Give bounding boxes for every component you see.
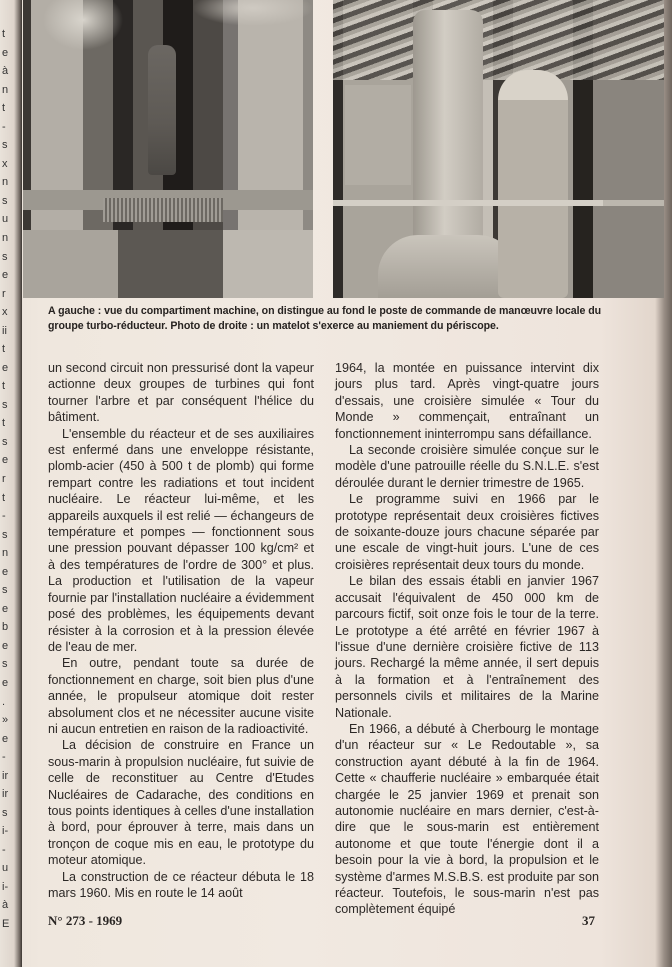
paragraph: En 1966, a débuté à Cherbourg le montage d'un réacteur sur « Le Redoutable », sa construction ayant débuté à la fin de 1964. Cette « chaufferie nucléaire » embarquée était chargée le 25 janvier 1969 et prenait son autonomie nucléaire en mars dernier, c'est-à-dire que le sous-marin est entièrement autonome et que toute l'énergie dont il a besoin pour la vie à bord, la propulsion et le système d'armes M.S.B.S. est produite par son réacteur. Toutefois, le sous-marin n'est pas complètement équipé [335, 721, 599, 917]
photo-person-figure [148, 45, 176, 175]
facing-page-character: b [2, 621, 9, 634]
facing-page-character: i- [2, 825, 9, 838]
facing-page-character: e [2, 361, 9, 374]
photo-equipment-box [345, 85, 411, 185]
photo-caption: A gauche : vue du compartiment machine, on distingue au fond le poste de commande de manœuvre locale du groupe turbo-réducteur. Photo de droite : un matelot s'exerce au maniement du périscope. [48, 305, 602, 332]
facing-page-character: r [2, 473, 6, 485]
facing-page-character: s [2, 194, 8, 207]
paragraph: L'ensemble du réacteur et de ses auxiliaires est enfermé dans une enveloppe résistante, plomb-acier (450 à 500 t de plomb) qui forme rempart contre les radiations et tout incident nucléaire. Le réacteur lui-même, et les appareils auxquels il est relié — échangeurs de température et pompes — fonctionnent sous une pression pouvant dépasser 100 kg/cm² et à des températures de l'ordre de 300° et plus. La production et l'utilisation de la vapeur fournie par l'installation nucléaire a évidemment posé des problèmes, les équipements devant résister à la corrosion et à la pression élevée de l'eau de mer. [48, 426, 314, 654]
facing-page-character: ii [2, 324, 7, 337]
issue-number: N° 273 - 1969 [48, 913, 123, 928]
paragraph: La construction de ce réacteur débuta le 18 mars 1960. Mis en route le 14 août [48, 869, 314, 900]
facing-page-character: x [2, 157, 8, 170]
photo-handrail [333, 200, 603, 206]
facing-page-character: n [2, 83, 9, 96]
facing-page-character: à [2, 899, 9, 912]
paragraph: La seconde croisière simulée conçue sur le modèle d'une patrouille réelle du S.N.L.E. s'est déroulée durant le dernier trimestre de 1965. [335, 443, 599, 490]
facing-page-character: t [2, 102, 6, 115]
photo-grating [103, 198, 223, 222]
facing-page-character: à [2, 65, 9, 78]
text-column-right [335, 360, 599, 918]
facing-page-character: ir [2, 769, 9, 782]
facing-page-character: ir [2, 788, 9, 801]
facing-page-character: t [2, 417, 6, 430]
facing-page-character: u [2, 862, 9, 875]
facing-page-character: s [2, 584, 8, 597]
facing-page-character: n [2, 176, 9, 189]
photo-periscope-sailor [333, 0, 664, 298]
text-column-left [48, 360, 314, 901]
paragraph: En outre, pendant toute sa durée de fonctionnement en charge, soit bien plus d'une année, le propulseur atomique doit rester absolument clos et ne nécessiter aucune visite ni aucun entretien en raison de la radioactivité. [48, 656, 314, 736]
photo-periscope-well [378, 235, 518, 298]
facing-page-character: s [2, 250, 8, 263]
facing-page-character: . [2, 695, 6, 708]
facing-page-character: t [2, 380, 6, 393]
facing-page-character: E [2, 918, 10, 930]
facing-page-character: » [2, 714, 9, 727]
photo-overhead-pipes [333, 0, 664, 80]
paragraph: La décision de construire en France un sous-marin à propulsion nucléaire, fut suivie de celle de reconstituer au Centre d'Etudes Nucléaires de Cadarache, des conditions en tous points identiques à celles d'une installation à bord, pour éprouver à terre, mais dans un tronçon de coque mis en eau, le prototype du moteur atomique. [48, 738, 314, 868]
facing-page-character: - [2, 751, 6, 764]
facing-page-character: e [2, 676, 9, 689]
facing-page-character: s [2, 398, 8, 411]
paragraph: 1964, la montée en puissance intervint dix jours plus tard. Après vingt-quatre jours d'essais, une croisière simulée « Tour du Monde » commençait, entraînant un fonctionnement ininterrompu sans défaillance. [335, 361, 599, 441]
facing-page-character: e [2, 269, 9, 282]
facing-page-character: - [2, 843, 6, 856]
facing-page-character: s [2, 806, 8, 819]
facing-page-character: s [2, 435, 8, 448]
facing-page-character: s [2, 139, 8, 152]
paragraph: un second circuit non pressurisé dont la vapeur actionne deux groupes de turbines qui font tourner l'arbre et par conséquent l'hélice du bâtiment. [48, 361, 314, 425]
facing-page-character: e [2, 565, 9, 578]
photo-engine-compartment [23, 0, 313, 298]
photo-machinery-base [23, 230, 313, 298]
page-number: 37 [582, 913, 595, 928]
paragraph: Le programme suivi en 1966 par le prototype représentait deux croisières fictives de soixante-douze jours chacune séparée par une escale de vingt-huit jours. L'une de ces croisières représentait deux tours du monde. [335, 492, 599, 572]
photo-periscope [413, 10, 483, 260]
facing-page-character: s [2, 658, 8, 671]
facing-page-edge [0, 0, 22, 967]
facing-page-character: e [2, 732, 9, 745]
paragraph: Le bilan des essais établi en janvier 1967 accusait l'équivalent de 450 000 km de parcours fictif, soit onze fois le tour de la terre. Le prototype a été arrêté en février 1967 à l'issue d'une dernière croisière fictive de 113 jours. Rechargé la même année, il sert depuis à la formation et à l'entraînement des personnels civils et militaires de la Marine Nationale. [335, 574, 599, 720]
facing-page-character: t [2, 343, 6, 356]
facing-page-character: n [2, 231, 9, 244]
facing-page-character: t [2, 491, 6, 504]
facing-page-character: u [2, 213, 9, 226]
facing-page-character: x [2, 306, 8, 319]
photo-sailor-figure [498, 70, 568, 298]
facing-page-character: t [2, 28, 6, 40]
facing-page-character: e [2, 454, 9, 467]
facing-page-character: r [2, 287, 6, 300]
facing-page-character: e [2, 639, 9, 652]
facing-page-character: n [2, 547, 9, 560]
facing-page-character: e [2, 46, 9, 59]
facing-page-character: e [2, 602, 9, 615]
facing-page-character: - [2, 120, 6, 133]
facing-page-character: i- [2, 880, 9, 893]
facing-page-character: s [2, 528, 8, 541]
facing-page-character: - [2, 510, 6, 523]
